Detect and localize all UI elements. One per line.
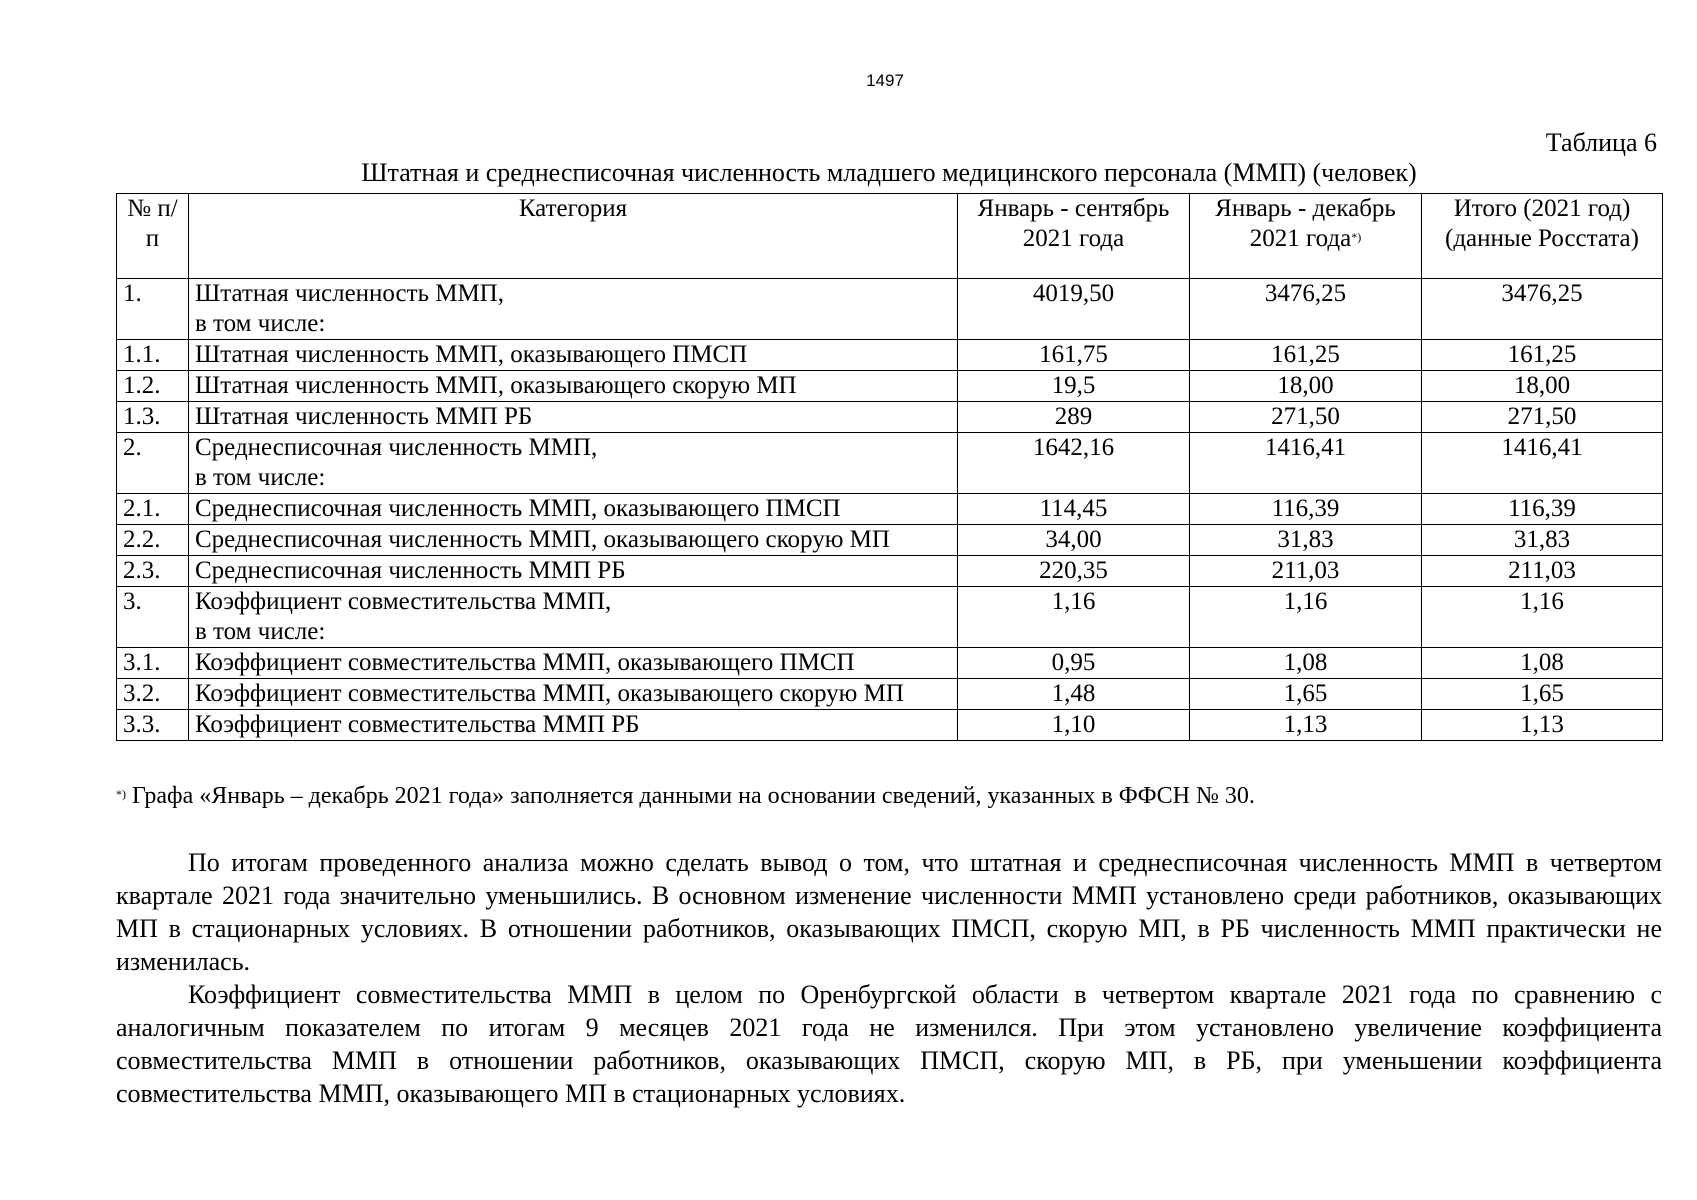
- footnote: [116, 782, 1662, 810]
- value-total: 1,16: [1422, 587, 1663, 648]
- category-text: Коэффициент совместительства ММП, оказывающего ПМСП: [195, 649, 855, 676]
- value-jan-dec: 1416,41: [1190, 433, 1422, 494]
- row-number: 1.1.: [117, 340, 189, 371]
- value-jan-sep: 161,75: [958, 340, 1190, 371]
- header-category: Категория: [189, 194, 958, 279]
- table-row: [117, 648, 1663, 679]
- category-text: Среднесписочная численность ММП, оказывающего ПМСП: [195, 495, 841, 522]
- paragraph-2: Коэффициент совместительства ММП в целом по Оренбургской области в четвертом квартале 2021 года по сравнению с аналогичным показателем по итогам 9 месяцев 2021 года не изменился. При этом установлено увеличение коэффициента совместительства ММП в отношении работников, оказывающих ПМСП, скорую МП, в РБ, при уменьшении коэффициента совместительства ММП, оказывающего МП в стационарных условиях.: [116, 980, 1662, 1108]
- table-body: [117, 279, 1663, 741]
- value-jan-sep: 289: [958, 402, 1190, 433]
- paragraph-1: По итогам проведенного анализа можно сделать вывод о том, что штатная и среднесписочная численность ММП в четвертом квартале 2021 года значительно уменьшились. В основном изменение численности ММП установлено среди работников, оказывающих МП в стационарных условиях. В отношении работников, оказывающих ПМСП, скорую МП, в РБ численность ММП практически не изменилась.: [116, 848, 1662, 976]
- value-jan-sep: 4019,50: [958, 279, 1190, 340]
- footnote-marker: *): [1351, 230, 1362, 244]
- category-text: Коэффициент совместительства ММП,: [195, 588, 612, 615]
- row-number: 3.3.: [117, 710, 189, 741]
- value-total: 116,39: [1422, 494, 1663, 525]
- table-row: [117, 710, 1663, 741]
- value-jan-sep: 1642,16: [958, 433, 1190, 494]
- value-jan-dec: 161,25: [1190, 340, 1422, 371]
- table-row: [117, 494, 1663, 525]
- value-jan-sep: 114,45: [958, 494, 1190, 525]
- row-category: [189, 402, 958, 433]
- value-jan-sep: 1,16: [958, 587, 1190, 648]
- table-row: [117, 279, 1663, 340]
- category-text: Среднесписочная численность ММП РБ: [195, 557, 626, 584]
- row-category: [189, 648, 958, 679]
- value-jan-dec: 1,65: [1190, 679, 1422, 710]
- category-subtext: в том числе:: [195, 618, 326, 645]
- row-number: 2.3.: [117, 556, 189, 587]
- row-category: [189, 433, 958, 494]
- table-title: Штатная и среднесписочная численность младшего медицинского персонала (ММП) (человек): [361, 158, 1417, 187]
- category-text: Штатная численность ММП РБ: [195, 403, 533, 430]
- row-category: [189, 525, 958, 556]
- value-total: 3476,25: [1422, 279, 1663, 340]
- row-category: [189, 371, 958, 402]
- row-number: 1.3.: [117, 402, 189, 433]
- row-number: 1.2.: [117, 371, 189, 402]
- table-label: Таблица 6: [1545, 128, 1657, 157]
- row-category: [189, 587, 958, 648]
- row-category: [189, 556, 958, 587]
- value-jan-sep: 19,5: [958, 371, 1190, 402]
- table-row: [117, 587, 1663, 648]
- value-jan-sep: 220,35: [958, 556, 1190, 587]
- value-jan-dec: 18,00: [1190, 371, 1422, 402]
- data-table: [116, 193, 1663, 741]
- category-text: Штатная численность ММП, оказывающего скорую МП: [195, 372, 797, 399]
- category-text: Штатная численность ММП,: [195, 280, 504, 307]
- footnote-mark: *): [116, 787, 126, 801]
- category-text: Среднесписочная численность ММП,: [195, 434, 598, 461]
- value-jan-sep: 0,95: [958, 648, 1190, 679]
- value-total: 1,65: [1422, 679, 1663, 710]
- header-jan-dec-text: Январь - декабрь 2021 года: [1215, 195, 1396, 252]
- table-row: [117, 371, 1663, 402]
- table-row: [117, 556, 1663, 587]
- category-text: Коэффициент совместительства ММП РБ: [195, 711, 640, 738]
- value-jan-dec: 116,39: [1190, 494, 1422, 525]
- table-row: [117, 402, 1663, 433]
- category-text: Среднесписочная численность ММП, оказывающего скорую МП: [195, 526, 890, 553]
- row-category: [189, 494, 958, 525]
- row-category: [189, 340, 958, 371]
- value-jan-dec: 3476,25: [1190, 279, 1422, 340]
- footnote-text: Графа «Январь – декабрь 2021 года» заполняется данными на основании сведений, указанных в ФФСН № 30.: [126, 783, 1255, 809]
- table-header-row: [117, 194, 1663, 279]
- row-number: 3.: [117, 587, 189, 648]
- table-row: [117, 679, 1663, 710]
- value-total: 1,13: [1422, 710, 1663, 741]
- row-number: 3.2.: [117, 679, 189, 710]
- row-number: 3.1.: [117, 648, 189, 679]
- value-total: 161,25: [1422, 340, 1663, 371]
- header-num: № п/п: [117, 194, 189, 279]
- category-text: Коэффициент совместительства ММП, оказывающего скорую МП: [195, 680, 904, 707]
- table-row: [117, 340, 1663, 371]
- row-number: 2.1.: [117, 494, 189, 525]
- row-number: 1.: [117, 279, 189, 340]
- page-number: 1497: [866, 71, 904, 90]
- header-jan-sep: Январь - сентябрь 2021 года: [958, 194, 1190, 279]
- header-total: Итого (2021 год) (данные Росстата): [1422, 194, 1663, 279]
- value-total: 18,00: [1422, 371, 1663, 402]
- value-jan-dec: 271,50: [1190, 402, 1422, 433]
- value-total: 1,08: [1422, 648, 1663, 679]
- table-row: [117, 525, 1663, 556]
- row-number: 2.2.: [117, 525, 189, 556]
- value-total: 31,83: [1422, 525, 1663, 556]
- row-number: 2.: [117, 433, 189, 494]
- value-total: 271,50: [1422, 402, 1663, 433]
- value-jan-dec: 1,13: [1190, 710, 1422, 741]
- value-total: 1416,41: [1422, 433, 1663, 494]
- row-category: [189, 679, 958, 710]
- value-total: 211,03: [1422, 556, 1663, 587]
- row-category: [189, 279, 958, 340]
- category-text: Штатная численность ММП, оказывающего ПМСП: [195, 341, 748, 368]
- value-jan-dec: 1,08: [1190, 648, 1422, 679]
- table-row: [117, 433, 1663, 494]
- category-subtext: в том числе:: [195, 464, 326, 491]
- value-jan-sep: 34,00: [958, 525, 1190, 556]
- value-jan-dec: 211,03: [1190, 556, 1422, 587]
- row-category: [189, 710, 958, 741]
- value-jan-dec: 31,83: [1190, 525, 1422, 556]
- header-jan-dec: [1190, 194, 1422, 279]
- value-jan-sep: 1,48: [958, 679, 1190, 710]
- value-jan-sep: 1,10: [958, 710, 1190, 741]
- category-subtext: в том числе:: [195, 310, 326, 337]
- value-jan-dec: 1,16: [1190, 587, 1422, 648]
- body-text: [116, 846, 1662, 1110]
